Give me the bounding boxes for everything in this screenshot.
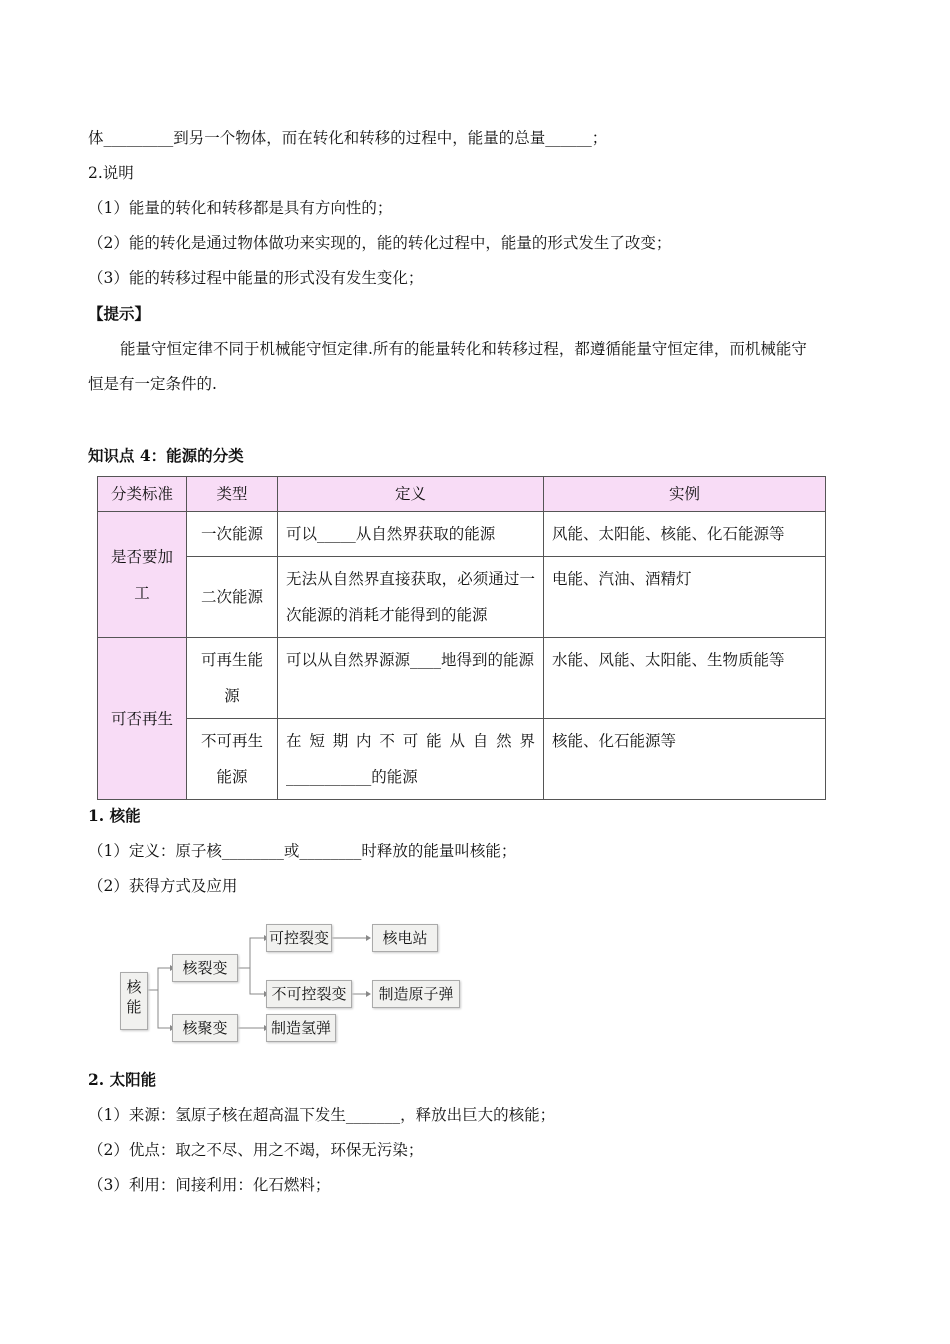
explain-item-2: （2）能的转化是通过物体做功来实现的，能的转化过程中，能量的形式发生了改变；	[88, 234, 672, 252]
type-cell: 一次能源	[187, 512, 278, 557]
diagram-root-nuclear: 核能	[120, 972, 148, 1030]
explain-heading: 2.说明	[88, 164, 134, 182]
header-example: 实例	[544, 477, 826, 512]
diagram-power-plant: 核电站	[372, 924, 438, 952]
table-row	[98, 557, 826, 638]
type-cell: 二次能源	[187, 557, 278, 638]
table-header-row	[98, 477, 826, 512]
example-cell: 核能、化石能源等	[544, 719, 826, 800]
table-row	[98, 638, 826, 719]
nuclear-item-1: （1）定义：原子核________或________时释放的能量叫核能；	[88, 842, 517, 860]
energy-classification-table	[97, 476, 826, 800]
definition-cell: 可以从自然界源源____地得到的能源	[278, 638, 544, 719]
diagram-uncontrolled-fission: 不可控裂变	[266, 980, 352, 1008]
solar-item-3: （3）利用：间接利用：化石燃料；	[88, 1176, 331, 1194]
nuclear-energy-diagram	[118, 920, 468, 1050]
example-cell: 电能、汽油、酒精灯	[544, 557, 826, 638]
example-cell: 水能、风能、太阳能、生物质能等	[544, 638, 826, 719]
explain-item-1: （1）能量的转化和转移都是具有方向性的；	[88, 199, 393, 217]
example-cell: 风能、太阳能、核能、化石能源等	[544, 512, 826, 557]
solar-item-2: （2）优点：取之不尽、用之不竭，环保无污染；	[88, 1141, 424, 1159]
explain-item-3: （3）能的转移过程中能量的形式没有发生变化；	[88, 269, 424, 287]
diagram-fission: 核裂变	[172, 954, 238, 982]
definition-cell: 可以_____从自然界获取的能源	[278, 512, 544, 557]
nuclear-item-2: （2）获得方式及应用	[88, 877, 238, 895]
nuclear-title: 1. 核能	[88, 806, 141, 825]
definition-cell: 在短期内不可能从自然界___________的能源	[278, 719, 544, 800]
definition-cell: 无法从自然界直接获取，必须通过一次能源的消耗才能得到的能源	[278, 557, 544, 638]
category-renewable: 可否再生	[98, 638, 187, 800]
table-row	[98, 512, 826, 557]
category-processing: 是否要加工	[98, 512, 187, 638]
section4-title: 知识点 4：能源的分类	[88, 446, 244, 465]
header-type: 类型	[187, 477, 278, 512]
diagram-hydrogen-bomb: 制造氢弹	[266, 1014, 336, 1042]
solar-title: 2. 太阳能	[88, 1070, 157, 1089]
diagram-atomic-bomb: 制造原子弹	[372, 980, 460, 1008]
type-cell: 不可再生能源	[187, 719, 278, 800]
diagram-controlled-fission: 可控裂变	[266, 924, 332, 952]
tip-line-2: 恒是有一定条件的.	[88, 375, 217, 393]
header-criterion: 分类标准	[98, 477, 187, 512]
intro-line: 体_________到另一个物体，而在转化和转移的过程中，能量的总量______；	[88, 129, 608, 147]
tip-heading: 【提示】	[88, 304, 151, 323]
type-cell: 可再生能源	[187, 638, 278, 719]
diagram-fusion: 核聚变	[172, 1014, 238, 1042]
header-definition: 定义	[278, 477, 544, 512]
tip-line-1: 能量守恒定律不同于机械能守恒定律.所有的能量转化和转移过程，都遵循能量守恒定律，而机械能守	[120, 340, 807, 358]
table-row	[98, 719, 826, 800]
solar-item-1: （1）来源：氢原子核在超高温下发生_______，释放出巨大的核能；	[88, 1106, 556, 1124]
